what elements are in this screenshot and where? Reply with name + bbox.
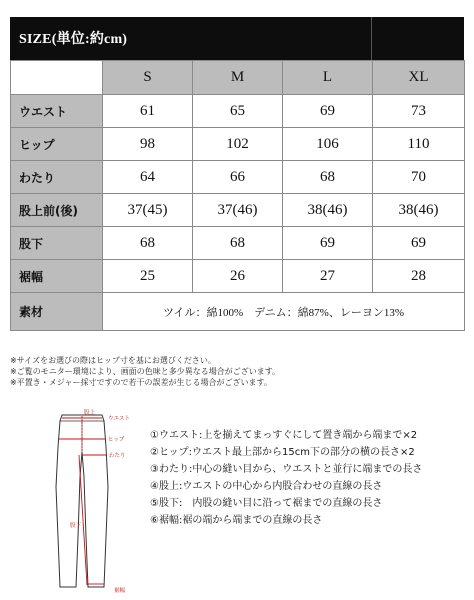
table-cell: 37(46) [193, 194, 283, 227]
legend-item-rise: ④股上:ウエストの中心から内股合わせの直線の長さ [150, 481, 383, 492]
row-label-rise: 股上前(後) [11, 194, 103, 227]
table-row-material [11, 293, 465, 331]
table-cell: 64 [103, 161, 193, 194]
table-cell: 61 [103, 95, 193, 128]
size-col-m: M [193, 61, 283, 95]
label-hem: 裾幅 [114, 588, 126, 594]
pants-measurement-diagram [22, 407, 144, 595]
note-item: ※平置き・メジャー採寸ですので若干の誤差が生じる場合がございます。 [10, 378, 272, 387]
table-cell: 65 [193, 95, 283, 128]
size-table [10, 60, 465, 331]
table-row-rise [11, 194, 465, 227]
note-item: ※ご覧のモニター環境により、画面の色味と多少異なる場合がございます。 [10, 367, 281, 376]
legend-item-waist: ①ウエスト:上を揃えてまっすぐにして置き端から端まで×2 [150, 430, 418, 441]
table-cell: 69 [283, 227, 373, 260]
size-col-s: S [103, 61, 193, 95]
table-cell: 27 [283, 260, 373, 293]
row-label-hem: 裾幅 [11, 260, 103, 293]
table-row-inseam [11, 227, 465, 260]
table-cell: 28 [373, 260, 465, 293]
label-waist: ウエスト [108, 416, 131, 422]
table-row-thigh [11, 161, 465, 194]
table-cell: 68 [103, 227, 193, 260]
table-cell: 25 [103, 260, 193, 293]
table-cell: 37(45) [103, 194, 193, 227]
table-cell: 106 [283, 128, 373, 161]
table-cell: 38(46) [373, 194, 465, 227]
label-rise: 股上 [84, 410, 96, 416]
legend-item-hip: ②ヒップ:ウエスト最上部から15cm下の部分の横の長さ×2 [150, 447, 415, 458]
legend-item-hem: ⑥裾幅:裾の端から端までの直線の長さ [150, 515, 323, 526]
row-label-waist: ウエスト [11, 95, 103, 128]
title-bar [10, 17, 464, 60]
table-cell: 38(46) [283, 194, 373, 227]
page-title: SIZE(単位:約cm) [19, 32, 128, 47]
table-cell: 110 [373, 128, 465, 161]
table-row-hip [11, 128, 465, 161]
title-divider [371, 17, 372, 60]
table-row-waist [11, 95, 465, 128]
table-cell: 98 [103, 128, 193, 161]
table-cell: 69 [283, 95, 373, 128]
size-col-l: L [283, 61, 373, 95]
pants-illustration [22, 407, 144, 595]
table-cell: 102 [193, 128, 283, 161]
size-col-xl: XL [373, 61, 465, 95]
table-row-hem [11, 260, 465, 293]
table-corner [11, 61, 103, 95]
row-label-thigh: わたり [11, 161, 103, 194]
label-inseam: 股下 [70, 523, 82, 529]
material-value: ツイル：綿100% デニム：綿87%、レーヨン13% [103, 293, 465, 331]
table-cell: 70 [373, 161, 465, 194]
note-item: ※サイズをお選びの際はヒップ寸を基にお選びください。 [10, 356, 216, 365]
table-cell: 68 [193, 227, 283, 260]
table-cell: 69 [373, 227, 465, 260]
row-label-material: 素材 [11, 293, 103, 331]
label-thigh: わたり [109, 453, 126, 459]
size-header-row [11, 61, 465, 95]
measurement-legend [150, 427, 470, 529]
table-cell: 68 [283, 161, 373, 194]
table-cell: 66 [193, 161, 283, 194]
legend-item-thigh: ③わたり:中心の縫い目から、ウエストと並行に端までの長さ [150, 464, 423, 475]
row-label-hip: ヒップ [11, 128, 103, 161]
row-label-inseam: 股下 [11, 227, 103, 260]
table-cell: 73 [373, 95, 465, 128]
legend-item-inseam: ⑤股下: 内股の縫い目に沿って裾までの直線の長さ [150, 498, 383, 509]
notes-block [10, 355, 470, 388]
label-hip: ヒップ [108, 437, 125, 443]
table-cell: 26 [193, 260, 283, 293]
